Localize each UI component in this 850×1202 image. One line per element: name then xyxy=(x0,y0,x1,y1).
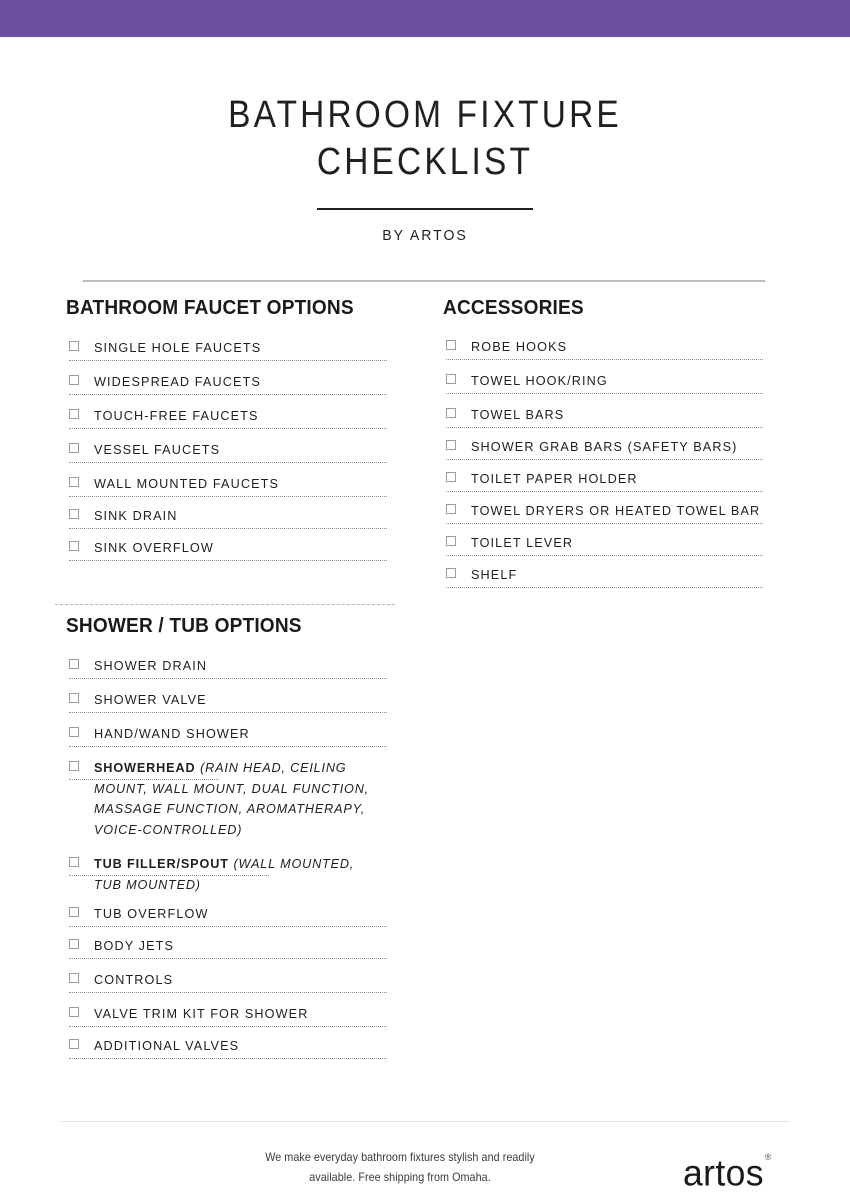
list-item[interactable] xyxy=(443,405,808,428)
list-item-label: SINK OVERFLOW xyxy=(94,540,214,555)
content-top-divider xyxy=(83,280,765,282)
list-item[interactable] xyxy=(66,474,396,497)
item-underline xyxy=(69,528,387,529)
list-item-label: TUB OVERFLOW xyxy=(94,906,209,921)
left-column xyxy=(66,296,396,1068)
list-item[interactable] xyxy=(443,437,808,460)
list-item-label: ROBE HOOKS xyxy=(471,339,568,354)
checkbox-icon[interactable] xyxy=(69,477,79,487)
item-underline xyxy=(446,587,763,588)
checkbox-icon[interactable] xyxy=(69,509,79,519)
checklist-accessories xyxy=(443,337,808,588)
list-item-label: CONTROLS xyxy=(94,972,174,987)
footer-tagline-line1: We make everyday bathroom fixtures stylish and readily xyxy=(265,1151,535,1164)
page-footer xyxy=(0,1140,850,1202)
item-underline xyxy=(446,555,763,556)
list-item-label: BODY JETS xyxy=(94,938,175,953)
list-item-label: TOILET LEVER xyxy=(471,535,574,550)
item-underline xyxy=(69,462,387,463)
checkbox-icon[interactable] xyxy=(69,1039,79,1049)
byline: BY ARTOS xyxy=(382,227,468,244)
list-item-label xyxy=(94,758,384,840)
item-underline xyxy=(69,712,387,713)
list-item[interactable] xyxy=(443,533,808,556)
item-underline xyxy=(446,491,763,492)
checkbox-icon[interactable] xyxy=(446,440,456,450)
section-heading-accessories: ACCESSORIES xyxy=(443,296,584,319)
checkbox-icon[interactable] xyxy=(69,727,79,737)
item-underline xyxy=(69,496,387,497)
item-underline xyxy=(69,1058,387,1059)
list-item[interactable] xyxy=(443,371,808,394)
list-item-label: TOWEL HOOK/RING xyxy=(471,373,608,388)
checklist-faucets xyxy=(66,338,396,561)
list-item[interactable] xyxy=(66,1036,396,1059)
list-item[interactable] xyxy=(443,469,808,492)
item-underline xyxy=(69,875,269,876)
list-item[interactable] xyxy=(66,724,396,747)
checkbox-icon[interactable] xyxy=(69,939,79,949)
checkbox-icon[interactable] xyxy=(69,443,79,453)
section-heading-faucets: BATHROOM FAUCET OPTIONS xyxy=(66,296,354,319)
item-underline xyxy=(69,428,387,429)
checkbox-icon[interactable] xyxy=(69,541,79,551)
item-underline xyxy=(69,678,387,679)
list-item[interactable] xyxy=(66,904,396,927)
list-item[interactable] xyxy=(66,758,396,840)
title-underline-rule xyxy=(317,208,533,210)
section-separator-dashed xyxy=(55,604,395,605)
list-item-label: TOWEL BARS xyxy=(471,407,565,422)
artos-logo-text: artos xyxy=(683,1152,764,1194)
list-item[interactable] xyxy=(66,506,396,529)
item-underline xyxy=(69,394,387,395)
section-heading-shower-tub: SHOWER / TUB OPTIONS xyxy=(66,614,302,637)
list-item[interactable] xyxy=(66,970,396,993)
checkbox-icon[interactable] xyxy=(69,857,79,867)
list-item[interactable] xyxy=(443,501,808,524)
checkbox-icon[interactable] xyxy=(69,1007,79,1017)
list-item[interactable] xyxy=(66,690,396,713)
item-underline xyxy=(69,779,219,780)
list-item-label: VALVE TRIM KIT FOR SHOWER xyxy=(94,1006,309,1021)
list-item-label: SINGLE HOLE FAUCETS xyxy=(94,340,262,355)
footer-tagline xyxy=(219,1148,582,1188)
right-column xyxy=(443,296,808,597)
checkbox-icon[interactable] xyxy=(446,504,456,514)
checkbox-icon[interactable] xyxy=(69,409,79,419)
list-item[interactable] xyxy=(66,1004,396,1027)
list-item-label: TOWEL DRYERS OR HEATED TOWEL BAR xyxy=(471,503,761,518)
checkbox-icon[interactable] xyxy=(69,375,79,385)
list-item-label: SHELF xyxy=(471,567,518,582)
item-underline xyxy=(69,926,387,927)
checkbox-icon[interactable] xyxy=(446,408,456,418)
checkbox-icon[interactable] xyxy=(69,341,79,351)
list-item[interactable] xyxy=(66,338,396,361)
list-item-label: TOILET PAPER HOLDER xyxy=(471,471,638,486)
list-item-label: SHOWER DRAIN xyxy=(94,658,208,673)
list-item[interactable] xyxy=(66,936,396,959)
footer-divider xyxy=(60,1121,790,1122)
item-underline xyxy=(69,746,387,747)
list-item-label-bold: SHOWERHEAD xyxy=(94,760,196,775)
checkbox-icon[interactable] xyxy=(446,374,456,384)
checkbox-icon[interactable] xyxy=(69,693,79,703)
checkbox-icon[interactable] xyxy=(69,907,79,917)
list-item-label: HAND/WAND SHOWER xyxy=(94,726,250,741)
item-underline xyxy=(69,360,387,361)
artos-logo xyxy=(683,1147,771,1195)
list-item[interactable] xyxy=(66,538,396,561)
list-item-label-bold: TUB FILLER/SPOUT xyxy=(94,856,229,871)
list-item-label: SINK DRAIN xyxy=(94,508,178,523)
list-item[interactable] xyxy=(66,656,396,679)
list-item-label: ADDITIONAL VALVES xyxy=(94,1038,240,1053)
list-item[interactable] xyxy=(66,372,396,395)
list-item-label: SHOWER GRAB BARS (SAFETY BARS) xyxy=(471,439,738,454)
list-item-detail: (RAIN HEAD, CEILING MOUNT, WALL MOUNT, DUAL FUNCTION, MASSAGE FUNCTION, AROMATHERAPY, VOICE-CONTROLLED) xyxy=(94,760,370,837)
list-item-label: WIDESPREAD FAUCETS xyxy=(94,374,261,389)
checkbox-icon[interactable] xyxy=(446,568,456,578)
list-item-label: SHOWER VALVE xyxy=(94,692,207,707)
purple-header-bar xyxy=(0,0,850,37)
list-item[interactable] xyxy=(443,565,808,588)
list-item-detail: (WALL MOUNTED, TUB MOUNTED) xyxy=(94,856,355,892)
page-title-line1: BATHROOM FIXTURE xyxy=(228,94,622,136)
item-underline xyxy=(446,523,763,524)
item-underline xyxy=(69,1026,387,1027)
list-item-label: WALL MOUNTED FAUCETS xyxy=(94,476,280,491)
footer-tagline-line2: available. Free shipping from Omaha. xyxy=(309,1171,491,1184)
item-underline xyxy=(446,359,763,360)
checkbox-icon[interactable] xyxy=(69,659,79,669)
checkbox-icon[interactable] xyxy=(446,340,456,350)
checkbox-icon[interactable] xyxy=(446,472,456,482)
list-item-label: TOUCH-FREE FAUCETS xyxy=(94,408,259,423)
title-block xyxy=(0,92,850,244)
item-underline xyxy=(69,560,387,561)
list-item-label: VESSEL FAUCETS xyxy=(94,442,221,457)
checkbox-icon[interactable] xyxy=(69,761,79,771)
item-underline xyxy=(446,427,763,428)
list-item[interactable] xyxy=(66,406,396,429)
list-item[interactable] xyxy=(66,854,396,895)
checkbox-icon[interactable] xyxy=(446,536,456,546)
list-item[interactable] xyxy=(66,440,396,463)
registered-trademark-icon: ® xyxy=(764,1152,772,1162)
checklist-shower-tub xyxy=(66,656,396,1059)
page-title-line2: CHECKLIST xyxy=(316,141,534,183)
item-underline xyxy=(69,958,387,959)
checkbox-icon[interactable] xyxy=(69,973,79,983)
item-underline xyxy=(69,992,387,993)
item-underline xyxy=(446,393,763,394)
item-underline xyxy=(446,459,763,460)
list-item[interactable] xyxy=(443,337,808,360)
